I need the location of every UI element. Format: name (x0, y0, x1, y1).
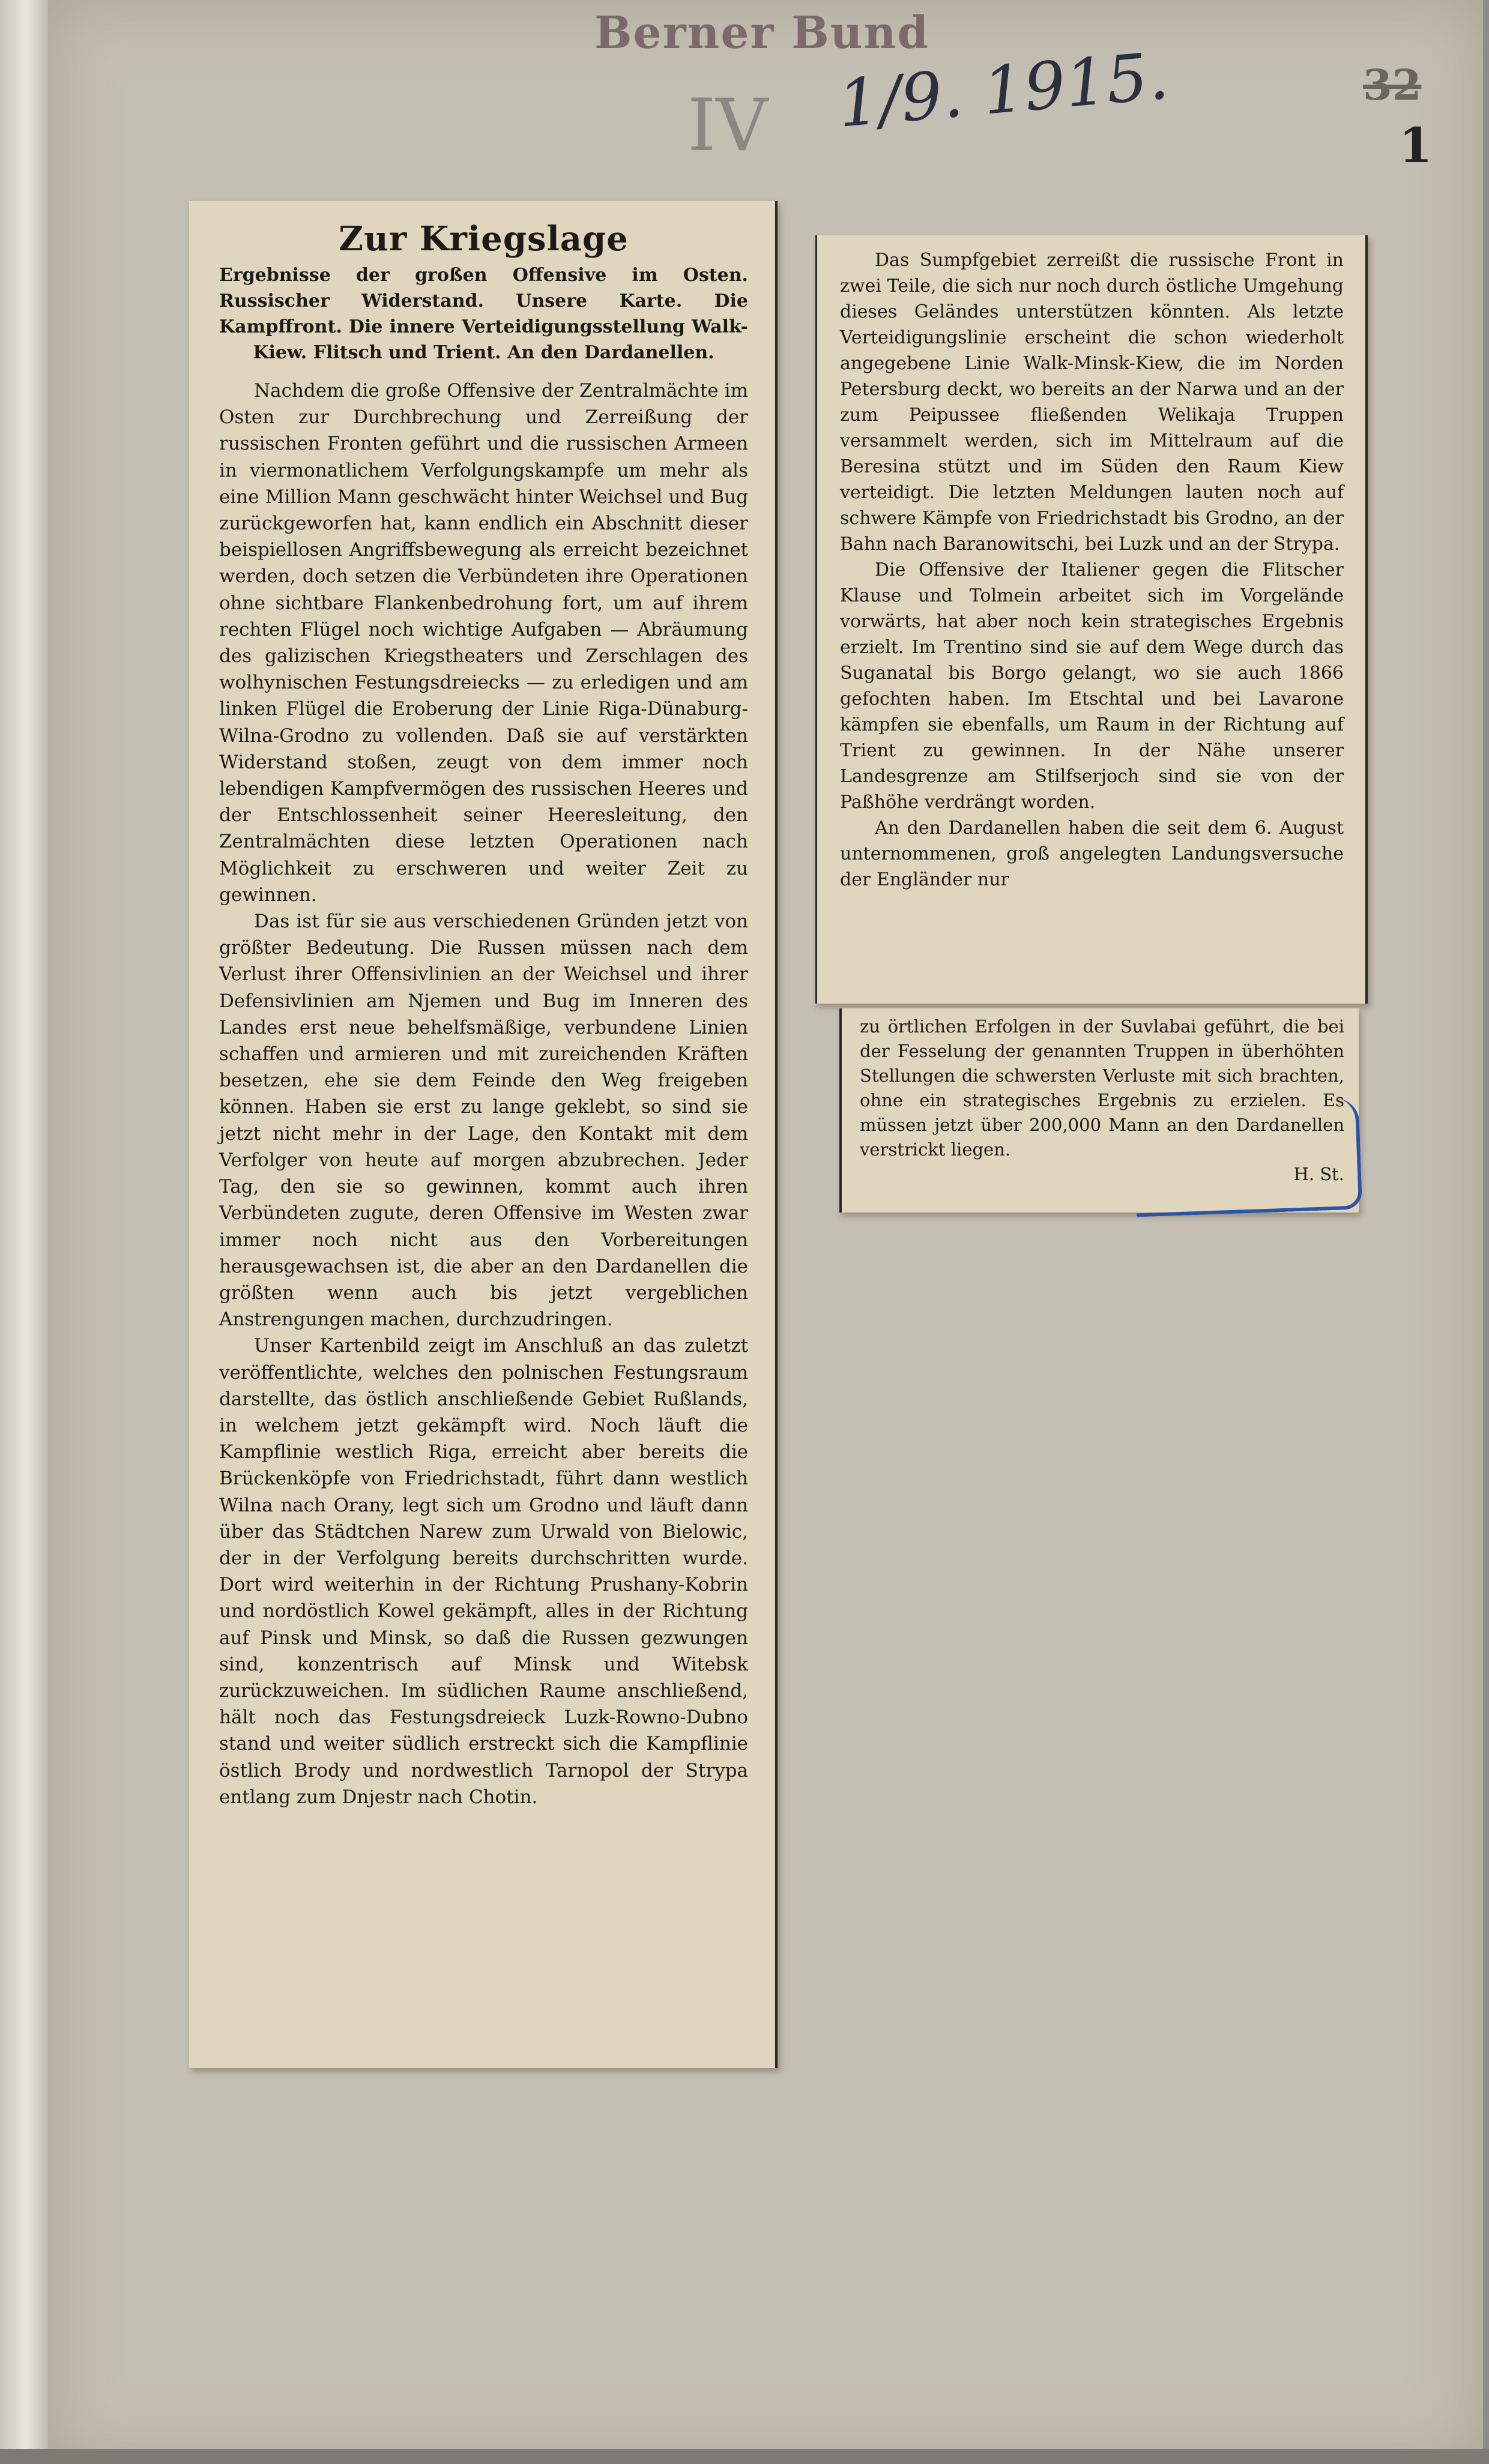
article-paragraph: An den Dardanellen haben die seit dem 6. August unternommenen, groß angelegten Landungsversuche der Engländer nur (840, 818, 1344, 890)
article-paragraph: Nachdem die große Offensive der Zentralmächte im Osten zur Durchbrechung und Zerreißung der russischen Fronten geführt und die russischen Armeen in viermonatlichem Verfolgungskampfe um mehr als eine Million Mann geschwächt hinter Weichsel und Bug zurückgeworfen hat, kann endlich ein Abschnitt dieser beispiellosen Angriffsbewegung als erreicht bezeichnet werden, doch setzen die Verbündeten ihre Operationen ohne sichtbare Flankenbedrohung fort, um auf ihrem rechten Flügel noch wichtige Aufgaben — Abräumung des galizischen Kriegstheaters und Zerschlagen des wolhynischen Festungsdreiecks — zu erledigen und am linken Flügel die Eroberung der Linie Riga-Dünaburg-Wilna-Grodno zu vollenden. Daß sie auf verstärkten Widerstand stoßen, zeugt von dem immer noch lebendigen Kampfvermögen des russischen Heeres und der Entschlossenheit seiner Heeresleitung, den Zentralmächten diese letzten Operationen nach Möglichkeit zu erschweren und weiter Zeit zu gewinnen. (219, 380, 748, 906)
handwritten-date: 1/9. 1915. (835, 38, 1172, 142)
linen-binding-strip (0, 0, 48, 2464)
article-paragraph: Das ist für sie aus verschiedenen Gründen jetzt von größter Bedeutung. Die Russen müssen nach dem Verlust ihrer Offensivlinien an der Weichsel und ihrer Defensivlinien am Njemen und Bug im Inneren des Landes erst neue behelfsmäßige, verbundene Linien schaffen und armieren und mit zureichenden Kräften besetzen, ehe sie dem Feinde den Weg freigeben können. Haben sie erst zu lange geklebt, so sind sie jetzt nicht mehr in der Lage, den Kontakt mit dem Verfolger von heute auf morgen abzubrechen. Jeder Tag, den sie so gewinnen, kommt auch ihren Verbündeten zugute, deren Offensive im Westen zwar immer noch nicht aus den Vorbereitungen herausgewachsen ist, die aber an den Dardanellen die größten wenn auch bis jetzt vergeblichen Anstrengungen machen, durchzudringen. (219, 911, 748, 1331)
article-signature: H. St. (1293, 1164, 1344, 1184)
article-summary: Ergebnisse der großen Offensive im Osten. Russischer Widerstand. Unsere Karte. Die Kampffront. Die innere Verteidigungsstellung Walk-Kiew. Flitsch und Trient. An den Dardanellen. (219, 265, 748, 363)
article-continuation: zu örtlichen Erfolgen in der Suvlabai geführt, die bei der Fesselung der genannten Truppen in überhöhten Stellungen die schwersten Verluste mit sich brachten, ohne ein strategisches Ergebnis zu erzielen. Es müssen jetzt über 200,000 Mann an den Dardanellen verstrickt liegen. (860, 1016, 1344, 1160)
page-number: 1 (1399, 117, 1433, 173)
article-paragraph: Das Sumpfgebiet zerreißt die russische Front in zwei Teile, die sich nur noch durch östliche Umgehung dieses Geländes unterstützen könnten. Als letzte Verteidigungslinie erscheint die schon wiederholt angegebene Linie Walk-Minsk-Kiew, die im Norden Petersburg deckt, wo bereits an der Narwa und an der zum Peipussee fließenden Welikaja Truppen versammelt werden, sich im Mittelraum auf die Beresina stützt und im Süden den Raum Kiew verteidigt. Die letzten Meldungen lauten noch auf schwere Kämpfe von Friedrichstadt bis Grodno, an der Bahn nach Baranowitschi, bei Luzk und an der Strypa. (840, 250, 1344, 555)
article-clipping-left (189, 201, 778, 2068)
struck-page-number: 32 (1363, 60, 1422, 110)
bottom-edge (0, 2449, 1489, 2464)
article-clipping-right-top (815, 235, 1368, 1004)
roman-numeral-mark: IV (687, 84, 769, 167)
blue-pencil-mark (1133, 1097, 1362, 1217)
newspaper-stamp: Berner Bund (594, 7, 930, 59)
article-paragraph: Unser Kartenbild zeigt im Anschluß an das zuletzt veröffentlichte, welches den polnischen Festungsraum darstellte, das östlich anschließende Gebiet Rußlands, in welchem jetzt gekämpft wird. Noch läuft die Kampflinie westlich Riga, erreicht aber bereits die Brückenköpfe von Friedrichstadt, führt dann westlich Wilna nach Orany, legt sich um Grodno und läuft dann über das Städtchen Narew zum Urwald von Bielowic, der in der Verfolgung bereits durchschritten wurde. Dort wird weiterhin in der Richtung Prushany-Kobrin und nordöstlich Kowel gekämpft, alles in der Richtung auf Pinsk und Minsk, so daß die Russen gezwungen sind, konzentrisch auf Minsk und Witebsk zurückzuweichen. Im südlichen Raume anschließend, hält noch das Festungsdreieck Luzk-Rowno-Dubno stand und weiter südlich erstreckt sich die Kampflinie östlich Brody und nordwestlich Tarnopol der Strypa entlang zum Dnjestr nach Chotin. (219, 1335, 748, 1808)
article-paragraph: Die Offensive der Italiener gegen die Flitscher Klause und Tolmein arbeitet sich im Vorgelände vorwärts, hat aber noch kein strategisches Ergebnis erzielt. Im Trentino sind sie auf dem Wege durch das Suganatal bis Borgo gelangt, wo sie auch 1866 gefochten haben. Im Etschtal und bei Lavarone kämpfen sie ebenfalls, um Raum in der Richtung auf Trient zu gewinnen. In der Nähe unserer Landesgrenze am Stilfserjoch sind sie von der Paßhöhe verdrängt worden. (840, 559, 1344, 813)
article-headline: Zur Kriegslage (339, 219, 629, 259)
